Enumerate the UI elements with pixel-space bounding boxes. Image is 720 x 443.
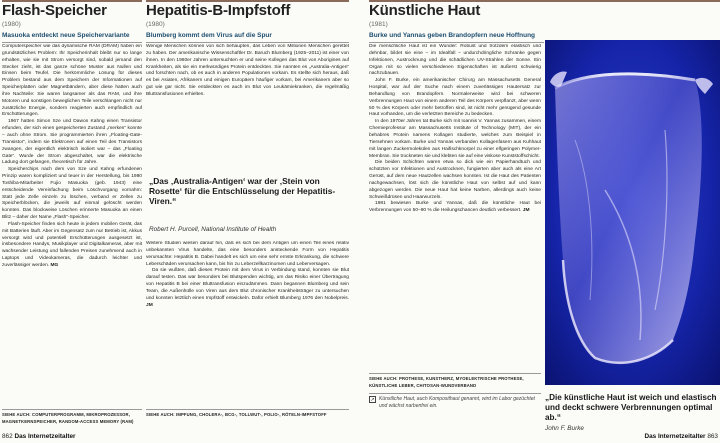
pull-quote: „Die künstliche Haut ist weich und elastisch und deckt schwere Verbrennungen optimal ab.“ — [545, 393, 717, 422]
artificial-skin-image — [545, 40, 720, 385]
page-number: 862 — [2, 433, 13, 440]
divider — [2, 409, 142, 410]
article-subtitle: Blumberg kommt dem Virus auf die Spur — [146, 32, 272, 39]
article-body — [2, 44, 142, 409]
photo-caption: Künstliche Haut, auch Komposithaut genannt, wird im Labor gezüchtet und wächst narbenfrei ein. — [379, 396, 535, 409]
photo-caption-block — [369, 396, 541, 416]
article-subtitle: Masuoka entdeckt neue Speichervariante — [2, 32, 130, 39]
see-also: SIEHE AUCH: IMPFUNG, CHOLERA-, BCG-, TOLLWUT-, POLIO-, RÖTELN-IMPFSTOFF — [146, 412, 327, 417]
page-number: 863 — [707, 433, 718, 440]
paragraph-text: Da sie wußten, daß dieses Protein mit dem Virus in Verbindung stand, konnten sie Blut darauf testen. Das war besonders bei Blutspenden wichtig, um das Risiko einer Übertragung von Hepatitis B bei einer Bluttransfusion einzudämmen. Dann begannen Blumberg und sein Team, die Außenhülle von Viren aus dem Blut chronischer Krankheitsträger zu untersuchen und konnten letztlich einen Impfstoff entwickeln. Dafür erhielt Blumberg 1976 den Nobelpreis. — [146, 268, 349, 301]
divider — [369, 373, 541, 374]
article-subtitle: Burke und Yannas geben Brandopfern neue Hoffnung — [369, 32, 536, 39]
page-footer-right — [644, 433, 718, 440]
paragraph — [2, 222, 142, 270]
page-footer-left — [2, 433, 76, 440]
paragraph: Die beiden Schichten waren etwa so dick wie ein Papierhandtuch und schützten vor Infektionen und Austrocknen, fungierten aber auch als eine Art Gerüst, auf dem neue Hautzellen wachsen konnten. Ist die Haut des Patienten nachgewachsen, löst sich die künstliche Haut von selbst auf und kann abgezogen werden. Die neue Haut hat keine Narben, allerdings auch keine Schweißdrüsen und Haarwurzeln. — [369, 160, 541, 200]
paragraph: Weitere Studien wiesen darauf hin, daß es sich bei dem Antigen um einen Teil eines relativ unbekannten Virus handelte, das eine besonders ansteckende Form von Hepatitis verursachte: Hepatitis B. Dabei handelt es sich um eine sehr ernste Erkrankung, die schwere Leberschäden verursachen kann, bis hin zu Leberzellkarzinomen und Leberversagen. — [146, 241, 349, 267]
divider — [146, 409, 349, 410]
article-body-continued — [146, 241, 349, 379]
paragraph: 1967 hatten Simon Sze und Dawon Kahng einen Transistor erfunden, der sich einen gespeicherten Zustand „merken“ konnte – auch ohne Strom. Sie programmierten ihren „Floating-Gate-Transistor“, indem sie Elektronen auf einen Teil des Transistors zwangen, der eigentlich elektrisch isoliert war – das „Floating Gate“. Wurde der Strom abgeschaltet, war die elektrische Ladung dort gefangen, theoretisch für Jahre. — [2, 119, 142, 166]
paragraph — [369, 201, 541, 215]
article-body — [146, 44, 349, 169]
article-title: Hepatitis-B-Impfstoff — [146, 2, 291, 19]
article-body — [369, 44, 541, 356]
quote-author: Robert H. Purcell, National Institute of Health — [149, 226, 277, 233]
article-year: (1981) — [369, 21, 388, 28]
divider — [146, 42, 349, 43]
section-title: Das Internetzeitalter — [644, 433, 706, 440]
article-year: (1980) — [146, 21, 165, 28]
paragraph — [146, 268, 349, 309]
artificial-skin-photo — [545, 40, 720, 385]
divider — [369, 42, 544, 43]
paragraph: In den 1970er Jahren tat Burke sich mit Ioannis V. Yannas zusammen, einem Chemieprofessor am Massachusetts Institute of Technology (MIT), der ein behabres Protein namens Kollagen studierte, welches zum Beispiel in Tiersehnen vorkam. Burke und Yannas verbanden Kollagenfasern aus Kuhhaut mit langen Zuckermolekülen aus Haifischknorpel zu einer elfgeringen Polymer-Membran. Sie trockneten sie und klebten sie auf eine viskose Kunststoffschicht. — [369, 119, 541, 159]
quote-author: John F. Burke — [545, 425, 584, 432]
see-also: SIEHE AUCH: PROTHESE, KUNSTHERZ, MYOELEKTRISCHE PROTHESE, KÜNSTLICHE LEBER, CHITOSAN-WUNDVERBAND — [369, 376, 524, 388]
paragraph: Computerspeicher wie das dynamische RAM (DRAM) haben ein grundsätzliches Problem: Ihr Speicherinhalt bleibt nur so lange erhalten, wie sie mit Strom versorgt sind, sobald jemand den Stecker zieht, ist das ganze schöne Muster aus Nullen und Einsen beim Teufel. Die herkömmliche Lösung für dieses Problem bestand aus dem Speichern der Informationen auf Speicherplatten oder Magnetbändern, aber diese hatten auch ihre Nachteile: Sie waren langsamer als das RAM, und ihre Motoren und sonstigen beweglichen Teile verschlangen nicht nur zusätzliche Energie, sondern reagierten auch empfindlich auf Erschütterungen. — [2, 44, 142, 118]
paragraph: Speicherchips nach dem von Sze und Kahng erfundenen Prinzip waren kompliziert und teuer in der Herstellung, bis 1980 Toshiba-Mitarbeiter Fujio Masuoka (geb. 1943) eine entscheidende Vereinfachung beim Löschvorgang vornahm: Statt jede Zelle einzeln zu löschen, verband er Zellen zu Speicherblöcken, die jeweils auf einmal gelöscht werden konnten. Das blockweise Löschen erinnerte Masuoka an einen Blitz – daher der Name „Flash“-Speicher. — [2, 167, 142, 221]
article-year: (1980) — [2, 21, 21, 28]
paragraph: John F. Burke, ein amerikanischer Chirurg am Massachusetts General Hospital, war auf der Suche nach einem zuverlässigen Hautersatz zur Behandlung von Brandopfern. Normalerweise wird bei schweren Verbrennungen Haut von einem anderen Teil des Körpers verpflanzt, aber wenn 50 % des Körpers oder mehr betroffen sind, ist nicht mehr genügend gesunde Haut vorhanden, um die verletzten Bereiche zu bedecken. — [369, 78, 541, 118]
paragraph: Wenige Menschen können von sich behaupten, das Leben von Millionen Menschen gerettet zu haben. Der amerikanische Wissenschaftler Dr. Baruch Blumberg (1925–2011) ist einer von ihnen. In den 1960er Jahren untersuchten er und seine Kollegen das Blut von Aborigines auf Krankheiten, als sie ein merkwürdiges Protein entdeckten. Sie nannten es „Australia-Antigen“ und forschten nach, ob es auch in anderen Populationen vorkam. Es stellte sich heraus, daß es bei Asiaten, Afrikanern und einigen Europäern häufiger vorkam, bei Amerikanern aber so gut wie gar nicht. Sie entdeckten es auch im Blut von Leukämiekranken, die regelmäßig Bluttransfusionen erhielten. — [146, 44, 349, 97]
paragraph-text: 1981 bewiesen Burke und Yannas, daß die künstliche Haut bei Verbrennungen von 50–90 % die Heilungschancen deutlich verbessert. — [369, 201, 541, 214]
article-title: Künstliche Haut — [369, 2, 481, 19]
divider — [2, 42, 142, 43]
divider — [369, 393, 541, 394]
paragraph: Die menschliche Haut ist ein Wunder: Robust und trotzdem elastisch und dehnbar, bildet sie eine – im Idealfall – undurchdringliche Schranke gegen Infektionen, Austrocknung und die schädlichen UV-Strahlen der Sonne. Ein Organ mit so vielen verschiedenen Eigenschaften ist äußerst schwierig nachzubauen. — [369, 44, 541, 77]
author-signature: JM — [146, 302, 153, 308]
article-title: Flash-Speicher — [2, 2, 107, 19]
pull-quote: „Das ‚Australia-Antigen‘ war der ‚Stein von Rosette‘ für die Entschlüsselung der Hepatitis-Viren.“ — [149, 176, 336, 206]
author-signature: JM — [522, 208, 530, 214]
section-title: Das Internetzeitalter — [14, 433, 76, 440]
see-also: SIEHE AUCH: COMPUTERPROGRAMM, MIKROPROZESSOR, MAGNETKERNSPEICHER, RANDOM-ACCESS MEMORY (RAM) — [2, 412, 134, 424]
caption-icon: ↗ — [370, 397, 375, 403]
author-signature: MG — [50, 263, 59, 268]
paragraph-text: Flash-Speicher finden sich heute in jedem mobilen Gerät, das mit Batterien läuft. Aber im Gegensatz zum nur Betrieb ist, Akkus versorgt wird und potentiell Erschütterungen ausgesetzt ist, insbesondere Handys, Musikplayer und Digitalkameras, aber mit wachsender Leistung und fallenden Preisen zunehmend auch in Laptops und Videokameras, die dadurch leichter und zuverlässiger werden. — [2, 221, 142, 268]
